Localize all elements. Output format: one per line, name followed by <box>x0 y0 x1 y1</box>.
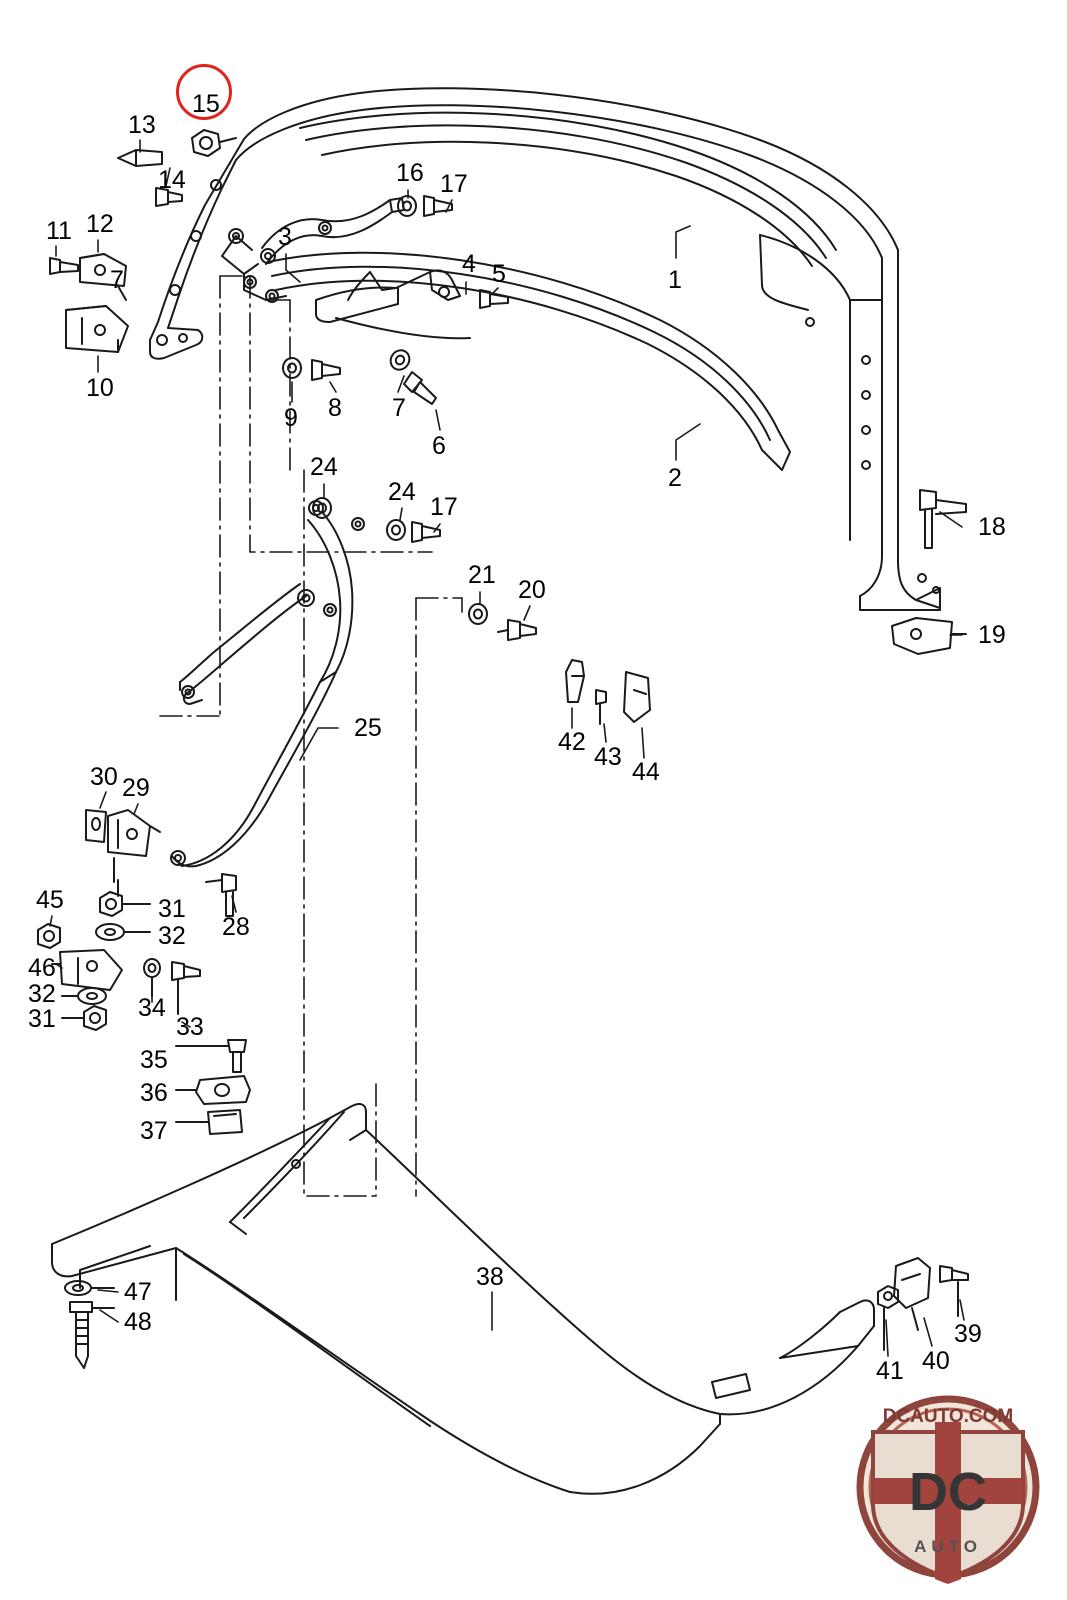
callout-30: 30 <box>90 763 118 791</box>
callout-31: 31 <box>158 895 186 923</box>
callout-14: 14 <box>158 166 186 194</box>
bracket-29 <box>108 810 160 856</box>
callout-36: 36 <box>140 1079 168 1107</box>
hardware-16-17 <box>398 196 452 216</box>
callout-12: 12 <box>86 210 114 238</box>
screw-48 <box>70 1302 114 1368</box>
callout-15: 15 <box>192 90 220 118</box>
callout-6: 6 <box>432 432 446 460</box>
callout-1: 1 <box>668 266 682 294</box>
callout-5: 5 <box>492 260 506 288</box>
clip-36 <box>176 1076 250 1104</box>
hardware-20-21 <box>469 604 536 640</box>
callout-37: 37 <box>140 1117 168 1145</box>
callout-21: 21 <box>468 561 496 589</box>
hardware-24b-17 <box>387 520 440 542</box>
callout-3: 3 <box>278 223 292 251</box>
callout-16: 16 <box>396 159 424 187</box>
callout-34: 34 <box>138 994 166 1022</box>
bolt-39 <box>940 1266 968 1316</box>
callout-13: 13 <box>128 111 156 139</box>
callout-46: 46 <box>28 954 56 982</box>
callout-32b: 32 <box>28 980 56 1008</box>
callout-4: 4 <box>462 250 476 278</box>
callout-41: 41 <box>876 1357 904 1385</box>
callout-44: 44 <box>632 758 660 786</box>
washer-32b <box>62 988 106 1004</box>
nut-37 <box>176 1110 242 1134</box>
callout-9: 9 <box>284 404 298 432</box>
callout-43: 43 <box>594 743 622 771</box>
bracket-46 <box>52 950 122 990</box>
callout-24b: 24 <box>388 478 416 506</box>
callout-33: 33 <box>176 1013 204 1041</box>
washer-32 <box>96 924 150 940</box>
callout-38: 38 <box>476 1263 504 1291</box>
callout-17: 17 <box>440 170 468 198</box>
bracket-10 <box>66 306 128 352</box>
callout-31b: 31 <box>28 1005 56 1033</box>
nut-15 <box>192 130 236 156</box>
watermark-line3: AUTO <box>914 1537 982 1556</box>
callout-48: 48 <box>124 1308 152 1336</box>
callout-32: 32 <box>158 922 186 950</box>
callout-20: 20 <box>518 576 546 604</box>
callout-7-left: 7 <box>110 266 124 294</box>
callout-40: 40 <box>922 1347 950 1375</box>
bolt-35 <box>176 1040 246 1072</box>
callout-42: 42 <box>558 728 586 756</box>
callout-25: 25 <box>354 714 382 742</box>
top-frame-rail <box>150 88 940 610</box>
panel-38 <box>52 1104 874 1494</box>
washer-47 <box>65 1281 114 1295</box>
callout-2: 2 <box>668 464 682 492</box>
callout-7: 7 <box>392 394 406 422</box>
callout-18: 18 <box>978 513 1006 541</box>
part-42 <box>566 660 584 702</box>
stud-28 <box>206 874 236 916</box>
bolt-18 <box>920 490 966 548</box>
nut-45 <box>38 924 60 948</box>
callout-19: 19 <box>978 621 1006 649</box>
clip-30 <box>86 810 106 842</box>
bolt-11 <box>50 258 78 274</box>
callout-29: 29 <box>122 774 150 802</box>
hardware-8-9 <box>283 358 340 380</box>
callout-8: 8 <box>328 394 342 422</box>
linkage-arms-25 <box>171 501 364 866</box>
callout-11: 11 <box>46 217 72 245</box>
callout-10: 10 <box>86 374 114 402</box>
nut-31 <box>100 858 150 916</box>
watermark-line1: DCAUTO.COM <box>882 1406 1014 1427</box>
bolt-33 <box>172 962 200 1014</box>
callout-47: 47 <box>124 1278 152 1306</box>
part-44 <box>624 672 650 722</box>
plate-19 <box>892 618 966 654</box>
callout-39: 39 <box>954 1320 982 1348</box>
callout-17b: 17 <box>430 493 458 521</box>
dcauto-watermark <box>843 1392 1053 1592</box>
bolt-43 <box>596 690 606 724</box>
nut-31b <box>62 1006 106 1030</box>
callout-35: 35 <box>140 1046 168 1074</box>
watermark-line2: DC <box>909 1462 987 1522</box>
callout-45: 45 <box>36 886 64 914</box>
callout-24: 24 <box>310 453 338 481</box>
callout-28: 28 <box>222 913 250 941</box>
